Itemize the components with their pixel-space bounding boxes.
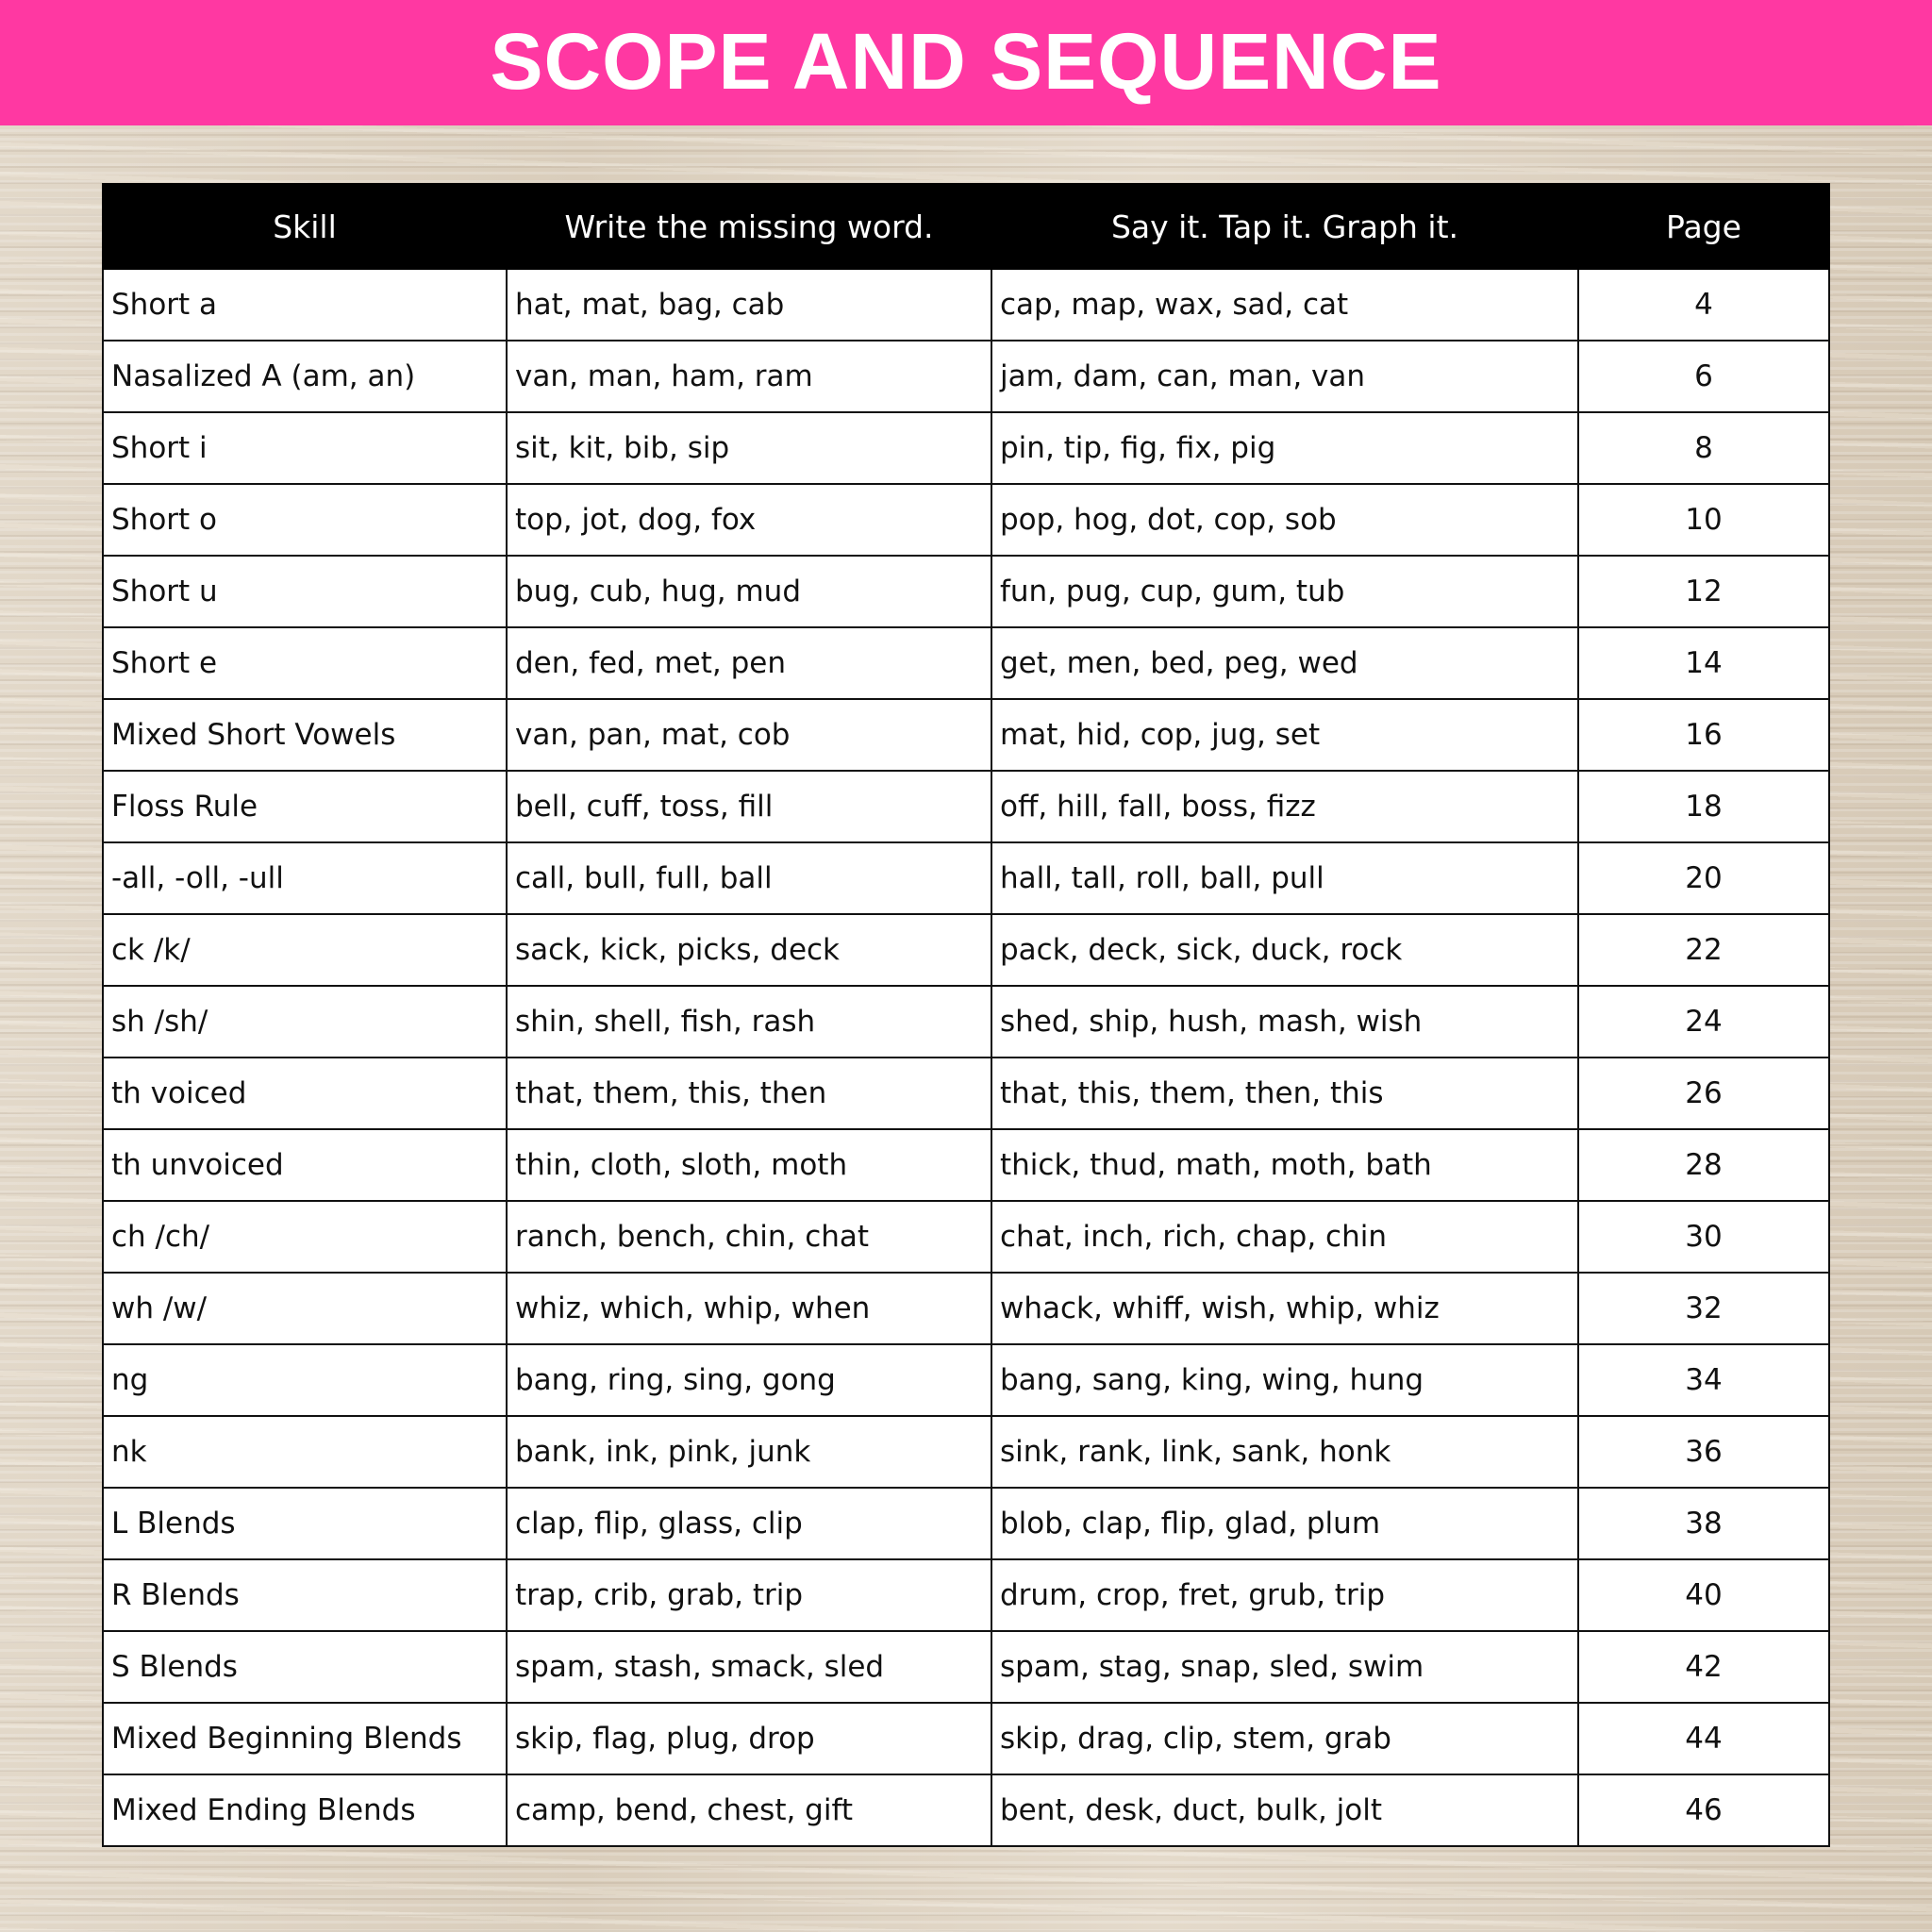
write-missing-word-cell: bug, cub, hug, mud	[507, 556, 991, 627]
skill-cell: Short u	[103, 556, 507, 627]
table-row	[103, 1488, 1829, 1559]
table-row	[103, 986, 1829, 1058]
header-say-tap-graph: Say it. Tap it. Graph it.	[991, 184, 1578, 269]
write-missing-word-cell: hat, mat, bag, cab	[507, 269, 991, 341]
skill-cell: ch /ch/	[103, 1201, 507, 1273]
page-number-cell: 18	[1578, 771, 1829, 842]
table-row	[103, 341, 1829, 412]
table-row	[103, 269, 1829, 341]
say-tap-graph-cell: chat, inch, rich, chap, chin	[991, 1201, 1578, 1273]
say-tap-graph-cell: cap, map, wax, sad, cat	[991, 269, 1578, 341]
say-tap-graph-cell: jam, dam, can, man, van	[991, 341, 1578, 412]
say-tap-graph-cell: fun, pug, cup, gum, tub	[991, 556, 1578, 627]
page-number-cell: 24	[1578, 986, 1829, 1058]
write-missing-word-cell: spam, stash, smack, sled	[507, 1631, 991, 1703]
table-row	[103, 627, 1829, 699]
table-row	[103, 1774, 1829, 1846]
skill-cell: Short e	[103, 627, 507, 699]
write-missing-word-cell: skip, flag, plug, drop	[507, 1703, 991, 1774]
skill-cell: wh /w/	[103, 1273, 507, 1344]
skill-cell: Floss Rule	[103, 771, 507, 842]
write-missing-word-cell: ranch, bench, chin, chat	[507, 1201, 991, 1273]
skill-cell: Short o	[103, 484, 507, 556]
table-row	[103, 1344, 1829, 1416]
skill-cell: th voiced	[103, 1058, 507, 1129]
say-tap-graph-cell: skip, drag, clip, stem, grab	[991, 1703, 1578, 1774]
say-tap-graph-cell: thick, thud, math, moth, bath	[991, 1129, 1578, 1201]
skill-cell: sh /sh/	[103, 986, 507, 1058]
table-row	[103, 1559, 1829, 1631]
page-number-cell: 32	[1578, 1273, 1829, 1344]
say-tap-graph-cell: off, hill, fall, boss, fizz	[991, 771, 1578, 842]
table-row	[103, 412, 1829, 484]
write-missing-word-cell: bell, cuff, toss, fill	[507, 771, 991, 842]
page-number-cell: 10	[1578, 484, 1829, 556]
skill-cell: Short a	[103, 269, 507, 341]
say-tap-graph-cell: blob, clap, flip, glad, plum	[991, 1488, 1578, 1559]
table-row	[103, 1631, 1829, 1703]
say-tap-graph-cell: pop, hog, dot, cop, sob	[991, 484, 1578, 556]
say-tap-graph-cell: hall, tall, roll, ball, pull	[991, 842, 1578, 914]
skill-cell: S Blends	[103, 1631, 507, 1703]
say-tap-graph-cell: get, men, bed, peg, wed	[991, 627, 1578, 699]
page-number-cell: 30	[1578, 1201, 1829, 1273]
scope-sequence-table	[102, 183, 1830, 1847]
say-tap-graph-cell: spam, stag, snap, sled, swim	[991, 1631, 1578, 1703]
say-tap-graph-cell: bang, sang, king, wing, hung	[991, 1344, 1578, 1416]
page-number-cell: 46	[1578, 1774, 1829, 1846]
skill-cell: Mixed Beginning Blends	[103, 1703, 507, 1774]
say-tap-graph-cell: pack, deck, sick, duck, rock	[991, 914, 1578, 986]
say-tap-graph-cell: pin, tip, fig, fix, pig	[991, 412, 1578, 484]
table-row	[103, 1416, 1829, 1488]
page-number-cell: 36	[1578, 1416, 1829, 1488]
write-missing-word-cell: whiz, which, whip, when	[507, 1273, 991, 1344]
say-tap-graph-cell: whack, whiff, wish, whip, whiz	[991, 1273, 1578, 1344]
skill-cell: Short i	[103, 412, 507, 484]
skill-cell: ck /k/	[103, 914, 507, 986]
write-missing-word-cell: van, pan, mat, cob	[507, 699, 991, 771]
say-tap-graph-cell: mat, hid, cop, jug, set	[991, 699, 1578, 771]
skill-cell: Nasalized A (am, an)	[103, 341, 507, 412]
table-row	[103, 1058, 1829, 1129]
skill-cell: ng	[103, 1344, 507, 1416]
page-number-cell: 42	[1578, 1631, 1829, 1703]
page-number-cell: 16	[1578, 699, 1829, 771]
page-number-cell: 12	[1578, 556, 1829, 627]
page-number-cell: 20	[1578, 842, 1829, 914]
write-missing-word-cell: bank, ink, pink, junk	[507, 1416, 991, 1488]
page-number-cell: 38	[1578, 1488, 1829, 1559]
write-missing-word-cell: camp, bend, chest, gift	[507, 1774, 991, 1846]
page-number-cell: 22	[1578, 914, 1829, 986]
table-row	[103, 556, 1829, 627]
write-missing-word-cell: den, fed, met, pen	[507, 627, 991, 699]
say-tap-graph-cell: that, this, them, then, this	[991, 1058, 1578, 1129]
table-row	[103, 1703, 1829, 1774]
page-number-cell: 8	[1578, 412, 1829, 484]
say-tap-graph-cell: shed, ship, hush, mash, wish	[991, 986, 1578, 1058]
page-number-cell: 34	[1578, 1344, 1829, 1416]
page-number-cell: 14	[1578, 627, 1829, 699]
skill-cell: nk	[103, 1416, 507, 1488]
skill-cell: L Blends	[103, 1488, 507, 1559]
write-missing-word-cell: sit, kit, bib, sip	[507, 412, 991, 484]
table-row	[103, 914, 1829, 986]
table-row	[103, 699, 1829, 771]
write-missing-word-cell: that, them, this, then	[507, 1058, 991, 1129]
page-number-cell: 26	[1578, 1058, 1829, 1129]
skill-cell: th unvoiced	[103, 1129, 507, 1201]
page-number-cell: 6	[1578, 341, 1829, 412]
table-row	[103, 1273, 1829, 1344]
skill-cell: Mixed Short Vowels	[103, 699, 507, 771]
say-tap-graph-cell: bent, desk, duct, bulk, jolt	[991, 1774, 1578, 1846]
page-number-cell: 40	[1578, 1559, 1829, 1631]
table-row	[103, 842, 1829, 914]
table-row	[103, 484, 1829, 556]
write-missing-word-cell: sack, kick, picks, deck	[507, 914, 991, 986]
say-tap-graph-cell: sink, rank, link, sank, honk	[991, 1416, 1578, 1488]
write-missing-word-cell: van, man, ham, ram	[507, 341, 991, 412]
header-write-missing-word: Write the missing word.	[507, 184, 991, 269]
skill-cell: Mixed Ending Blends	[103, 1774, 507, 1846]
table-row	[103, 771, 1829, 842]
write-missing-word-cell: thin, cloth, sloth, moth	[507, 1129, 991, 1201]
skill-cell: R Blends	[103, 1559, 507, 1631]
skill-cell: -all, -oll, -ull	[103, 842, 507, 914]
table-row	[103, 1129, 1829, 1201]
write-missing-word-cell: bang, ring, sing, gong	[507, 1344, 991, 1416]
write-missing-word-cell: shin, shell, fish, rash	[507, 986, 991, 1058]
page-number-cell: 44	[1578, 1703, 1829, 1774]
page-number-cell: 4	[1578, 269, 1829, 341]
write-missing-word-cell: top, jot, dog, fox	[507, 484, 991, 556]
header-page: Page	[1578, 184, 1829, 269]
table-body	[103, 269, 1829, 1846]
write-missing-word-cell: trap, crib, grab, trip	[507, 1559, 991, 1631]
table-row	[103, 1201, 1829, 1273]
write-missing-word-cell: call, bull, full, ball	[507, 842, 991, 914]
write-missing-word-cell: clap, flip, glass, clip	[507, 1488, 991, 1559]
page-title: SCOPE AND SEQUENCE	[490, 17, 1442, 106]
table-header-row	[103, 184, 1829, 269]
title-banner	[0, 0, 1932, 125]
page-number-cell: 28	[1578, 1129, 1829, 1201]
header-skill: Skill	[103, 184, 507, 269]
say-tap-graph-cell: drum, crop, fret, grub, trip	[991, 1559, 1578, 1631]
